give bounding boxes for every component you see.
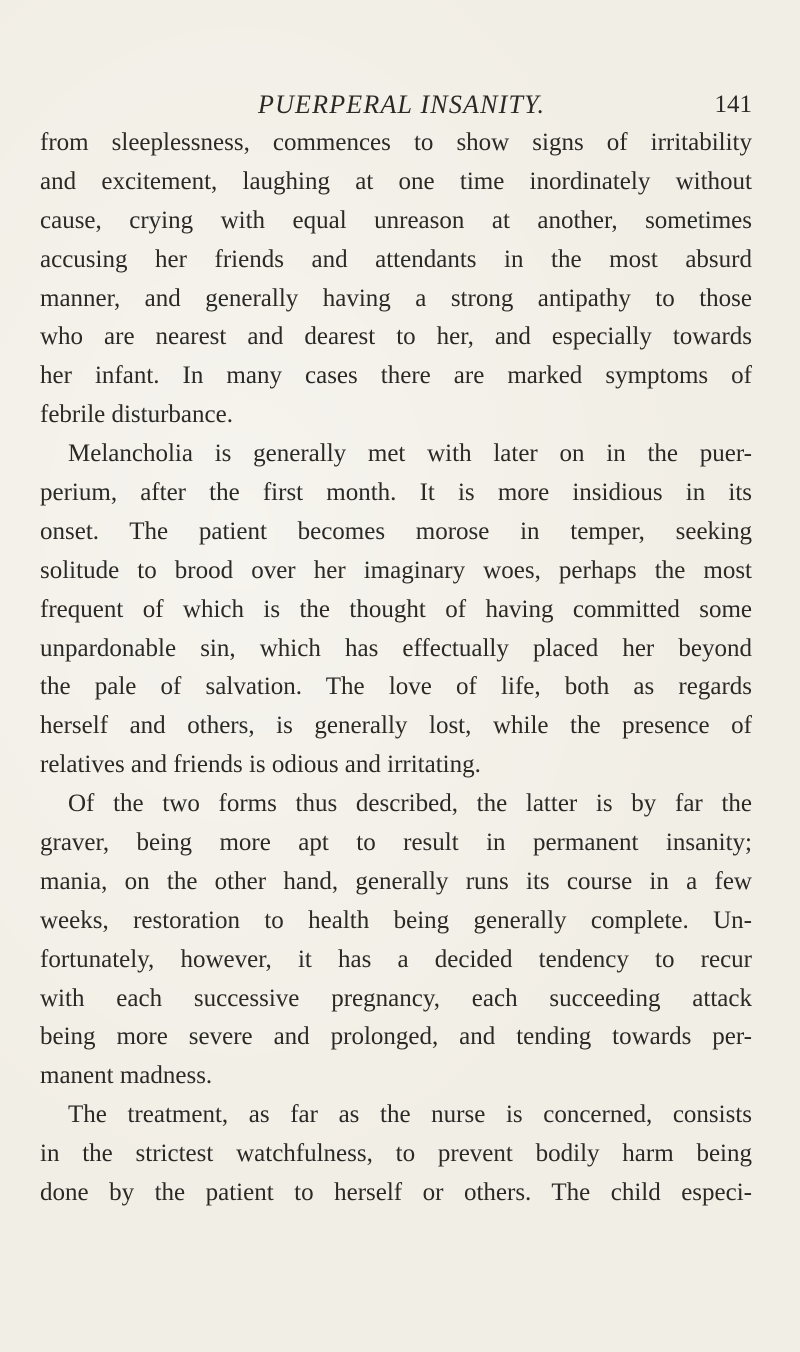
text-line: The treatment, as far as the nurse is concerned, consists xyxy=(68,1101,752,1129)
text-line: accusing her friends and attendants in the most absurd xyxy=(40,245,752,273)
text-line: who are nearest and dearest to her, and especially towards xyxy=(40,323,752,351)
text-line: unpardonable sin, which has effectually placed her beyond xyxy=(40,634,752,662)
text-line: Melancholia is generally met with later on in the puer- xyxy=(68,440,752,468)
text-line: onset. The patient becomes morose in temper, seeking xyxy=(40,517,752,545)
running-head xyxy=(40,88,752,122)
text-line: Of the two forms thus described, the latter is by far the xyxy=(68,790,752,818)
text-line: graver, being more apt to result in permanent insanity; xyxy=(40,829,752,857)
body-text xyxy=(40,124,752,1213)
text-line: manent madness. xyxy=(40,1062,213,1090)
text-line: solitude to brood over her imaginary woes, perhaps the most xyxy=(40,556,752,584)
text-line: her infant. In many cases there are marked symptoms of xyxy=(40,362,752,390)
text-line: done by the patient to herself or others. The child especi- xyxy=(40,1179,752,1207)
text-line: mania, on the other hand, generally runs its course in a few xyxy=(40,867,752,895)
text-line: being more severe and prolonged, and tending towards per- xyxy=(40,1023,752,1051)
text-line: from sleeplessness, commences to show signs of irritability xyxy=(40,129,752,156)
text-line: frequent of which is the thought of having committed some xyxy=(40,595,752,623)
page-number: 141 xyxy=(714,91,752,118)
text-line: manner, and generally having a strong antipathy to those xyxy=(40,284,752,312)
text-line: with each successive pregnancy, each succeeding attack xyxy=(40,984,752,1012)
text-line: perium, after the first month. It is more insidious in its xyxy=(40,479,752,507)
text-line: weeks, restoration to health being generally complete. Un- xyxy=(40,906,752,934)
text-line: herself and others, is generally lost, while the presence of xyxy=(40,712,752,740)
text-line: febrile disturbance. xyxy=(40,401,233,429)
text-line: fortunately, however, it has a decided tendency to recur xyxy=(40,945,752,973)
text-line: relatives and friends is odious and irritating. xyxy=(40,751,481,779)
text-line: in the strictest watchfulness, to prevent bodily harm being xyxy=(40,1140,752,1168)
running-title: PUERPERAL INSANITY. xyxy=(258,90,546,119)
text-line: and excitement, laughing at one time inordinately without xyxy=(40,167,752,195)
text-line: cause, crying with equal unreason at another, sometimes xyxy=(40,206,752,234)
text-line: the pale of salvation. The love of life, both as regards xyxy=(40,673,752,701)
